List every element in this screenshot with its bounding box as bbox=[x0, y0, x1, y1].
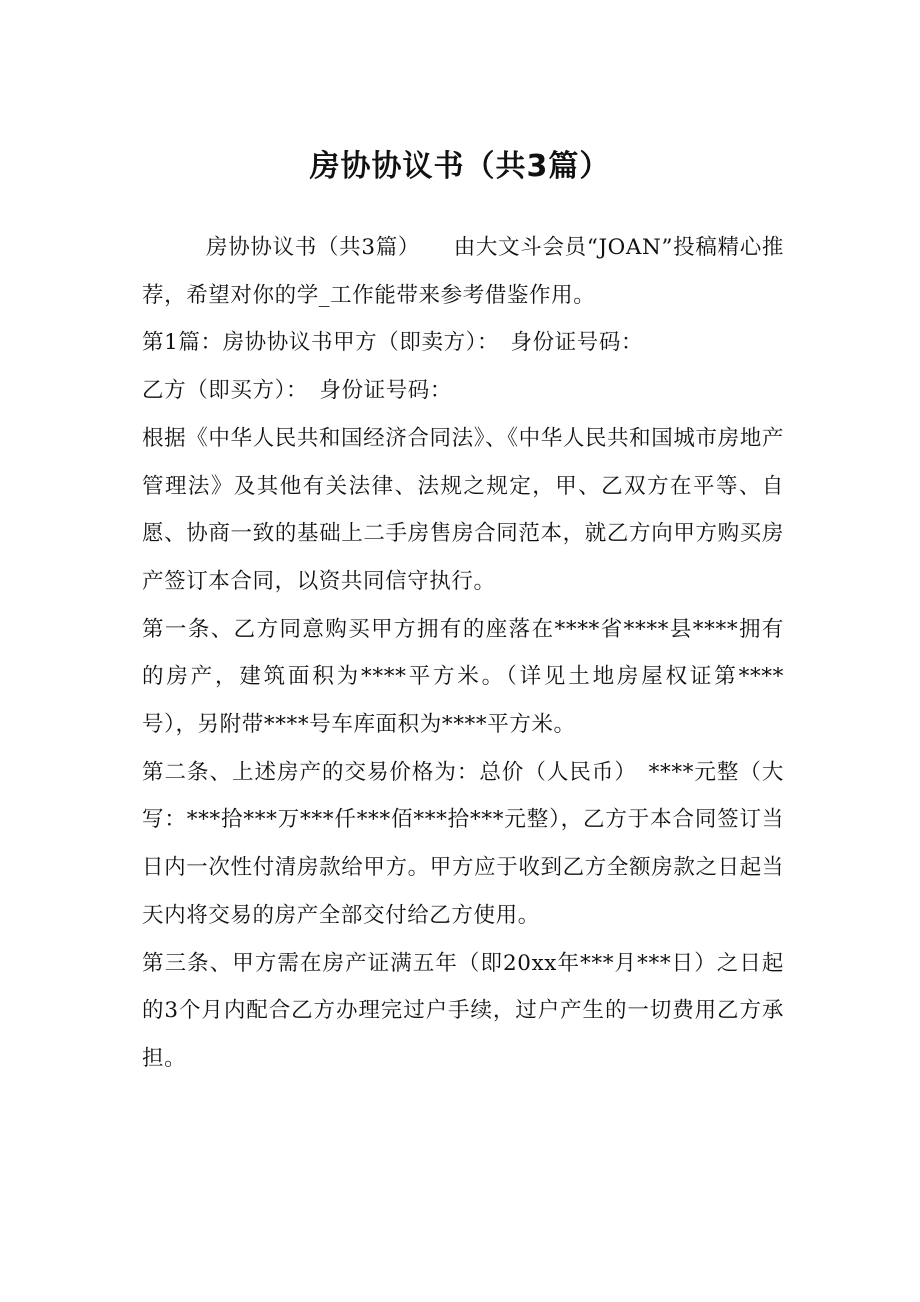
intro-paragraph: 房协协议书（共3篇） 由大文斗会员“JOAN”投稿精心推荐，希望对你的学_工作能带来参考借鉴作用。 bbox=[142, 235, 784, 308]
preamble-paragraph: 根据《中华人民共和国经济合同法》、《中华人民共和国城市房地产管理法》及其他有关法律、法规之规定，甲、乙双方在平等、自愿、协商一致的基础上二手房售房合同范本，就乙方向甲方购买房产签订本合同，以资共同信守执行。 bbox=[142, 425, 784, 594]
article-2-paragraph: 第二条、上述房产的交易价格为：总价（人民币） ****元整（大写：***拾***万***仟***佰***拾***元整），乙方于本合同签订当日内一次性付清房款给甲方。甲方应于收到乙方全额房款之日起当天内将交易的房产全部交付给乙方使用。 bbox=[142, 759, 784, 928]
party-a-line: 第1篇：房协协议书甲方（即卖方）： 身份证号码： bbox=[142, 330, 644, 356]
document-title: 房协协议书（共3篇） bbox=[309, 149, 611, 184]
article-1-paragraph: 第一条、乙方同意购买甲方拥有的座落在****省****县****拥有的房产，建筑面积为****平方米。（详见土地房屋权证第****号），另附带****号车库面积为****平方米。 bbox=[142, 616, 784, 738]
party-b-line: 乙方（即买方）： 身份证号码： bbox=[142, 378, 453, 404]
document-body bbox=[142, 224, 784, 1083]
article-3-paragraph: 第三条、甲方需在房产证满五年（即20xx年***月***日）之日起的3个月内配合乙方办理完过户手续，过户产生的一切费用乙方承担。 bbox=[142, 950, 784, 1071]
